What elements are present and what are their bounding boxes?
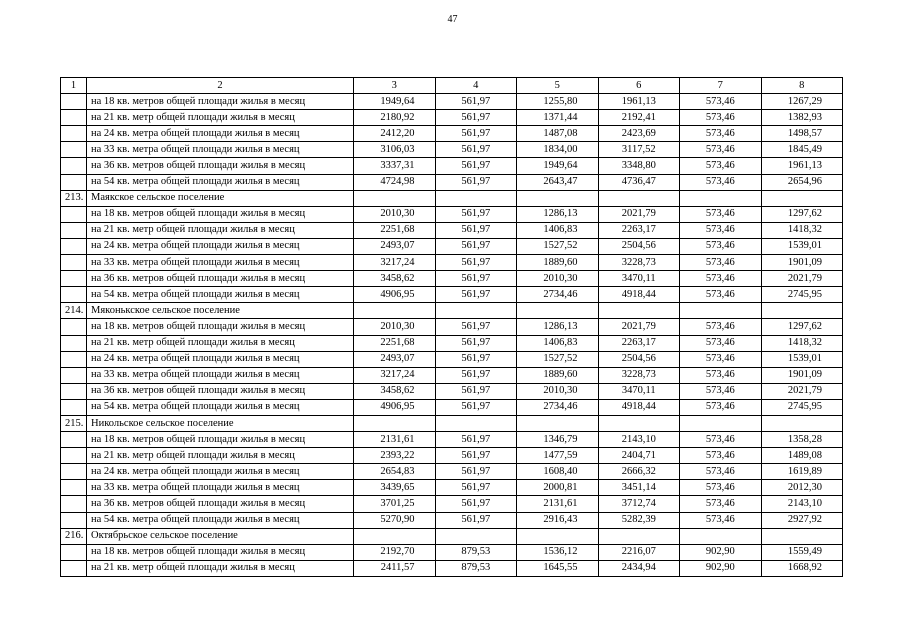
tariff-table: [60, 77, 843, 577]
column-header-8: 8: [761, 78, 843, 94]
value-cell-col-3: 2010,30: [354, 206, 436, 222]
empty-cell: [517, 303, 599, 319]
table-row: [61, 94, 843, 110]
row-description: на 24 кв. метра общей площади жилья в месяц: [87, 351, 354, 367]
empty-cell: [354, 415, 436, 431]
value-cell-col-4: 561,97: [435, 255, 517, 271]
value-cell-col-5: 2131,61: [517, 496, 599, 512]
empty-cell: [354, 303, 436, 319]
empty-cell: [435, 415, 517, 431]
value-cell-col-3: 2131,61: [354, 432, 436, 448]
section-number: 216.: [61, 528, 87, 544]
empty-cell: [598, 415, 680, 431]
empty-cell: [761, 303, 843, 319]
value-cell-col-3: 2493,07: [354, 238, 436, 254]
value-cell-col-7: 573,46: [680, 383, 762, 399]
table-row: [61, 126, 843, 142]
value-cell-col-6: 2192,41: [598, 110, 680, 126]
row-description: на 54 кв. метра общей площади жилья в месяц: [87, 399, 354, 415]
value-cell-col-7: 573,46: [680, 158, 762, 174]
empty-cell: [598, 190, 680, 206]
value-cell-col-7: 902,90: [680, 560, 762, 576]
table-row: [61, 158, 843, 174]
value-cell-col-8: 1267,29: [761, 94, 843, 110]
value-cell-col-7: 573,46: [680, 142, 762, 158]
row-number-cell: [61, 271, 87, 287]
value-cell-col-4: 561,97: [435, 271, 517, 287]
value-cell-col-6: 2263,17: [598, 222, 680, 238]
column-header-5: 5: [517, 78, 599, 94]
value-cell-col-6: 2423,69: [598, 126, 680, 142]
row-description: на 18 кв. метров общей площади жилья в месяц: [87, 544, 354, 560]
value-cell-col-3: 3337,31: [354, 158, 436, 174]
value-cell-col-8: 2012,30: [761, 480, 843, 496]
tariff-table-body: [61, 78, 843, 577]
empty-cell: [761, 528, 843, 544]
row-description: на 21 кв. метр общей площади жилья в месяц: [87, 448, 354, 464]
value-cell-col-5: 1406,83: [517, 222, 599, 238]
value-cell-col-7: 573,46: [680, 367, 762, 383]
value-cell-col-5: 2734,46: [517, 287, 599, 303]
value-cell-col-7: 573,46: [680, 399, 762, 415]
value-cell-col-3: 2654,83: [354, 464, 436, 480]
value-cell-col-8: 1539,01: [761, 238, 843, 254]
table-row: [61, 399, 843, 415]
value-cell-col-3: 2493,07: [354, 351, 436, 367]
value-cell-col-7: 573,46: [680, 512, 762, 528]
value-cell-col-5: 2000,81: [517, 480, 599, 496]
row-description: на 36 кв. метров общей площади жилья в месяц: [87, 271, 354, 287]
row-number-cell: [61, 206, 87, 222]
value-cell-col-8: 2143,10: [761, 496, 843, 512]
value-cell-col-4: 561,97: [435, 399, 517, 415]
empty-cell: [435, 303, 517, 319]
section-row: [61, 303, 843, 319]
table-row: [61, 206, 843, 222]
value-cell-col-8: 1901,09: [761, 255, 843, 271]
value-cell-col-8: 1297,62: [761, 206, 843, 222]
table-row: [61, 351, 843, 367]
row-number-cell: [61, 480, 87, 496]
value-cell-col-7: 573,46: [680, 174, 762, 190]
value-cell-col-5: 1949,64: [517, 158, 599, 174]
row-number-cell: [61, 174, 87, 190]
section-name: Маякское сельское поселение: [87, 190, 354, 206]
section-name: Никольское сельское поселение: [87, 415, 354, 431]
row-number-cell: [61, 110, 87, 126]
value-cell-col-5: 1834,00: [517, 142, 599, 158]
value-cell-col-3: 3217,24: [354, 367, 436, 383]
value-cell-col-5: 2734,46: [517, 399, 599, 415]
value-cell-col-4: 561,97: [435, 448, 517, 464]
section-number: 215.: [61, 415, 87, 431]
value-cell-col-3: 4906,95: [354, 399, 436, 415]
row-number-cell: [61, 448, 87, 464]
value-cell-col-7: 573,46: [680, 238, 762, 254]
value-cell-col-5: 1346,79: [517, 432, 599, 448]
column-header-1: 1: [61, 78, 87, 94]
value-cell-col-8: 1961,13: [761, 158, 843, 174]
row-description: на 24 кв. метра общей площади жилья в месяц: [87, 126, 354, 142]
row-number-cell: [61, 464, 87, 480]
value-cell-col-6: 1961,13: [598, 94, 680, 110]
value-cell-col-8: 1539,01: [761, 351, 843, 367]
value-cell-col-5: 1527,52: [517, 238, 599, 254]
row-number-cell: [61, 496, 87, 512]
value-cell-col-5: 2916,43: [517, 512, 599, 528]
table-row: [61, 110, 843, 126]
value-cell-col-8: 2745,95: [761, 287, 843, 303]
value-cell-col-6: 2666,32: [598, 464, 680, 480]
row-description: на 18 кв. метров общей площади жилья в месяц: [87, 206, 354, 222]
empty-cell: [517, 415, 599, 431]
table-row: [61, 367, 843, 383]
table-row: [61, 544, 843, 560]
row-description: на 21 кв. метр общей площади жилья в месяц: [87, 222, 354, 238]
value-cell-col-7: 573,46: [680, 432, 762, 448]
value-cell-col-7: 573,46: [680, 496, 762, 512]
value-cell-col-5: 1889,60: [517, 255, 599, 271]
value-cell-col-8: 1418,32: [761, 222, 843, 238]
row-description: на 54 кв. метра общей площади жилья в месяц: [87, 174, 354, 190]
value-cell-col-3: 2192,70: [354, 544, 436, 560]
value-cell-col-5: 2010,30: [517, 271, 599, 287]
empty-cell: [680, 415, 762, 431]
value-cell-col-8: 2927,92: [761, 512, 843, 528]
value-cell-col-3: 2251,68: [354, 222, 436, 238]
row-number-cell: [61, 319, 87, 335]
table-row: [61, 255, 843, 271]
value-cell-col-6: 2216,07: [598, 544, 680, 560]
value-cell-col-7: 573,46: [680, 448, 762, 464]
row-number-cell: [61, 351, 87, 367]
value-cell-col-8: 1489,08: [761, 448, 843, 464]
value-cell-col-6: 2263,17: [598, 335, 680, 351]
value-cell-col-7: 573,46: [680, 110, 762, 126]
value-cell-col-6: 3712,74: [598, 496, 680, 512]
value-cell-col-4: 561,97: [435, 351, 517, 367]
value-cell-col-3: 2412,20: [354, 126, 436, 142]
table-row: [61, 238, 843, 254]
value-cell-col-5: 1889,60: [517, 367, 599, 383]
value-cell-col-4: 561,97: [435, 335, 517, 351]
value-cell-col-8: 1668,92: [761, 560, 843, 576]
value-cell-col-4: 561,97: [435, 158, 517, 174]
value-cell-col-5: 1255,80: [517, 94, 599, 110]
value-cell-col-7: 573,46: [680, 271, 762, 287]
value-cell-col-6: 2021,79: [598, 319, 680, 335]
value-cell-col-7: 573,46: [680, 464, 762, 480]
table-row: [61, 448, 843, 464]
table-row: [61, 560, 843, 576]
row-number-cell: [61, 512, 87, 528]
row-description: на 18 кв. метров общей площади жилья в месяц: [87, 94, 354, 110]
value-cell-col-6: 5282,39: [598, 512, 680, 528]
value-cell-col-8: 2654,96: [761, 174, 843, 190]
value-cell-col-8: 1901,09: [761, 367, 843, 383]
column-header-2: 2: [87, 78, 354, 94]
value-cell-col-4: 561,97: [435, 174, 517, 190]
value-cell-col-8: 2745,95: [761, 399, 843, 415]
row-description: на 18 кв. метров общей площади жилья в месяц: [87, 432, 354, 448]
value-cell-col-4: 561,97: [435, 367, 517, 383]
row-description: на 21 кв. метр общей площади жилья в месяц: [87, 560, 354, 576]
section-name: Мяконькское сельское поселение: [87, 303, 354, 319]
value-cell-col-3: 2010,30: [354, 319, 436, 335]
table-row: [61, 496, 843, 512]
table-row: [61, 464, 843, 480]
empty-cell: [680, 303, 762, 319]
row-description: на 33 кв. метра общей площади жилья в месяц: [87, 142, 354, 158]
empty-cell: [598, 528, 680, 544]
row-number-cell: [61, 255, 87, 271]
value-cell-col-4: 561,97: [435, 512, 517, 528]
table-row: [61, 432, 843, 448]
value-cell-col-5: 1286,13: [517, 319, 599, 335]
value-cell-col-5: 1286,13: [517, 206, 599, 222]
value-cell-col-5: 1536,12: [517, 544, 599, 560]
value-cell-col-4: 561,97: [435, 432, 517, 448]
empty-cell: [680, 528, 762, 544]
value-cell-col-8: 1619,89: [761, 464, 843, 480]
value-cell-col-4: 561,97: [435, 142, 517, 158]
value-cell-col-4: 561,97: [435, 319, 517, 335]
value-cell-col-6: 3228,73: [598, 255, 680, 271]
value-cell-col-7: 573,46: [680, 206, 762, 222]
value-cell-col-5: 1371,44: [517, 110, 599, 126]
value-cell-col-6: 2504,56: [598, 238, 680, 254]
value-cell-col-6: 2404,71: [598, 448, 680, 464]
value-cell-col-6: 3228,73: [598, 367, 680, 383]
value-cell-col-7: 573,46: [680, 255, 762, 271]
value-cell-col-4: 561,97: [435, 287, 517, 303]
value-cell-col-3: 3217,24: [354, 255, 436, 271]
row-description: на 36 кв. метров общей площади жилья в месяц: [87, 158, 354, 174]
value-cell-col-4: 561,97: [435, 110, 517, 126]
value-cell-col-8: 2021,79: [761, 271, 843, 287]
section-number: 213.: [61, 190, 87, 206]
value-cell-col-8: 1297,62: [761, 319, 843, 335]
row-number-cell: [61, 560, 87, 576]
value-cell-col-3: 3106,03: [354, 142, 436, 158]
row-description: на 36 кв. метров общей площади жилья в месяц: [87, 496, 354, 512]
row-description: на 33 кв. метра общей площади жилья в месяц: [87, 480, 354, 496]
empty-cell: [354, 528, 436, 544]
empty-cell: [761, 415, 843, 431]
section-row: [61, 190, 843, 206]
row-description: на 21 кв. метр общей площади жилья в месяц: [87, 335, 354, 351]
value-cell-col-3: 2251,68: [354, 335, 436, 351]
table-row: [61, 287, 843, 303]
row-description: на 21 кв. метр общей площади жилья в месяц: [87, 110, 354, 126]
table-row: [61, 335, 843, 351]
value-cell-col-6: 3451,14: [598, 480, 680, 496]
empty-cell: [680, 190, 762, 206]
value-cell-col-6: 4918,44: [598, 399, 680, 415]
value-cell-col-6: 3117,52: [598, 142, 680, 158]
value-cell-col-6: 2021,79: [598, 206, 680, 222]
value-cell-col-5: 1608,40: [517, 464, 599, 480]
value-cell-col-3: 3458,62: [354, 271, 436, 287]
table-row: [61, 319, 843, 335]
value-cell-col-7: 573,46: [680, 335, 762, 351]
row-description: на 18 кв. метров общей площади жилья в месяц: [87, 319, 354, 335]
column-header-4: 4: [435, 78, 517, 94]
value-cell-col-3: 2180,92: [354, 110, 436, 126]
page-number: 47: [447, 14, 458, 25]
value-cell-col-7: 573,46: [680, 126, 762, 142]
table-row: [61, 174, 843, 190]
column-header-7: 7: [680, 78, 762, 94]
value-cell-col-4: 879,53: [435, 544, 517, 560]
value-cell-col-4: 561,97: [435, 206, 517, 222]
value-cell-col-8: 1559,49: [761, 544, 843, 560]
value-cell-col-5: 2010,30: [517, 383, 599, 399]
section-number: 214.: [61, 303, 87, 319]
row-number-cell: [61, 158, 87, 174]
table-row: [61, 480, 843, 496]
value-cell-col-5: 1487,08: [517, 126, 599, 142]
row-number-cell: [61, 432, 87, 448]
value-cell-col-7: 573,46: [680, 480, 762, 496]
row-description: на 54 кв. метра общей площади жилья в месяц: [87, 512, 354, 528]
empty-cell: [517, 190, 599, 206]
value-cell-col-5: 2643,47: [517, 174, 599, 190]
row-number-cell: [61, 367, 87, 383]
value-cell-col-8: 1382,93: [761, 110, 843, 126]
value-cell-col-3: 1949,64: [354, 94, 436, 110]
value-cell-col-6: 2504,56: [598, 351, 680, 367]
column-number-row: [61, 78, 843, 94]
empty-cell: [435, 528, 517, 544]
row-number-cell: [61, 544, 87, 560]
row-description: на 36 кв. метров общей площади жилья в месяц: [87, 383, 354, 399]
value-cell-col-4: 561,97: [435, 222, 517, 238]
value-cell-col-7: 573,46: [680, 351, 762, 367]
value-cell-col-3: 4724,98: [354, 174, 436, 190]
table-row: [61, 222, 843, 238]
value-cell-col-8: 1418,32: [761, 335, 843, 351]
row-description: на 24 кв. метра общей площади жилья в месяц: [87, 464, 354, 480]
row-number-cell: [61, 383, 87, 399]
value-cell-col-6: 4736,47: [598, 174, 680, 190]
column-header-3: 3: [354, 78, 436, 94]
value-cell-col-7: 573,46: [680, 94, 762, 110]
value-cell-col-4: 561,97: [435, 94, 517, 110]
empty-cell: [761, 190, 843, 206]
value-cell-col-6: 3348,80: [598, 158, 680, 174]
value-cell-col-3: 3439,65: [354, 480, 436, 496]
row-number-cell: [61, 287, 87, 303]
value-cell-col-3: 2411,57: [354, 560, 436, 576]
value-cell-col-3: 5270,90: [354, 512, 436, 528]
row-description: на 24 кв. метра общей площади жилья в месяц: [87, 238, 354, 254]
value-cell-col-8: 1845,49: [761, 142, 843, 158]
value-cell-col-3: 2393,22: [354, 448, 436, 464]
value-cell-col-4: 561,97: [435, 464, 517, 480]
value-cell-col-3: 3458,62: [354, 383, 436, 399]
empty-cell: [354, 190, 436, 206]
value-cell-col-7: 573,46: [680, 287, 762, 303]
row-description: на 33 кв. метра общей площади жилья в месяц: [87, 367, 354, 383]
value-cell-col-6: 2434,94: [598, 560, 680, 576]
value-cell-col-6: 4918,44: [598, 287, 680, 303]
row-description: на 33 кв. метра общей площади жилья в месяц: [87, 255, 354, 271]
value-cell-col-6: 3470,11: [598, 271, 680, 287]
empty-cell: [517, 528, 599, 544]
value-cell-col-3: 4906,95: [354, 287, 436, 303]
row-number-cell: [61, 399, 87, 415]
value-cell-col-4: 561,97: [435, 383, 517, 399]
section-name: Октябрьское сельское поселение: [87, 528, 354, 544]
value-cell-col-7: 573,46: [680, 319, 762, 335]
table-row: [61, 512, 843, 528]
value-cell-col-7: 902,90: [680, 544, 762, 560]
row-number-cell: [61, 142, 87, 158]
table-row: [61, 271, 843, 287]
section-row: [61, 528, 843, 544]
value-cell-col-3: 3701,25: [354, 496, 436, 512]
value-cell-col-6: 2143,10: [598, 432, 680, 448]
value-cell-col-4: 561,97: [435, 126, 517, 142]
value-cell-col-5: 1406,83: [517, 335, 599, 351]
value-cell-col-8: 1358,28: [761, 432, 843, 448]
section-row: [61, 415, 843, 431]
row-number-cell: [61, 126, 87, 142]
table-row: [61, 142, 843, 158]
value-cell-col-5: 1527,52: [517, 351, 599, 367]
value-cell-col-7: 573,46: [680, 222, 762, 238]
row-number-cell: [61, 222, 87, 238]
row-number-cell: [61, 238, 87, 254]
empty-cell: [598, 303, 680, 319]
empty-cell: [435, 190, 517, 206]
value-cell-col-8: 1498,57: [761, 126, 843, 142]
row-number-cell: [61, 335, 87, 351]
value-cell-col-8: 2021,79: [761, 383, 843, 399]
value-cell-col-5: 1645,55: [517, 560, 599, 576]
value-cell-col-6: 3470,11: [598, 383, 680, 399]
value-cell-col-4: 879,53: [435, 560, 517, 576]
table-row: [61, 383, 843, 399]
value-cell-col-4: 561,97: [435, 496, 517, 512]
value-cell-col-5: 1477,59: [517, 448, 599, 464]
row-number-cell: [61, 94, 87, 110]
row-description: на 54 кв. метра общей площади жилья в месяц: [87, 287, 354, 303]
value-cell-col-4: 561,97: [435, 238, 517, 254]
value-cell-col-4: 561,97: [435, 480, 517, 496]
column-header-6: 6: [598, 78, 680, 94]
